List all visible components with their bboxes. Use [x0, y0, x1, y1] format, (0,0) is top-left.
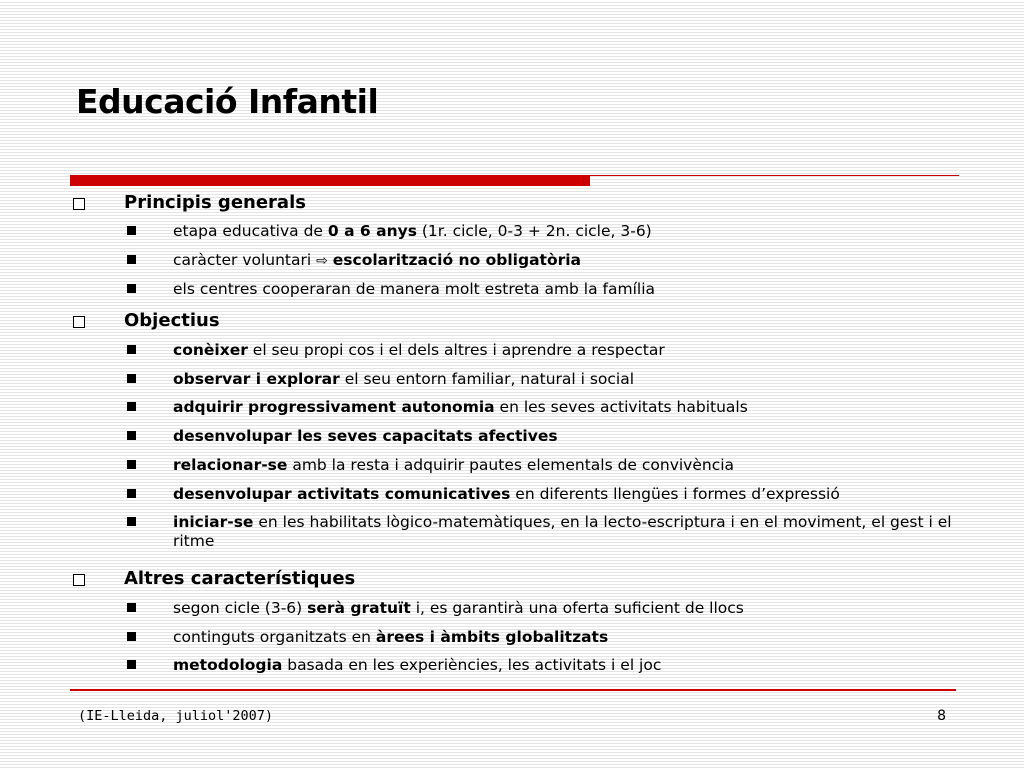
list-bullet-icon — [127, 460, 136, 469]
list-item — [173, 251, 963, 271]
bold-text: àrees i àmbits globalitzats — [375, 628, 609, 646]
list-item — [173, 628, 963, 647]
list-item — [173, 280, 963, 299]
footer-divider — [70, 689, 956, 691]
text-run: etapa educativa de — [173, 222, 328, 240]
text-run: en les seves activitats habituals — [494, 398, 748, 416]
section-bullet-icon — [73, 198, 85, 210]
list-bullet-icon — [127, 603, 136, 612]
list-item — [173, 456, 963, 475]
text-run: el seu entorn familiar, natural i social — [339, 370, 635, 388]
text-run: amb la resta i adquirir pautes elementals de convivència — [287, 456, 735, 474]
bold-text: 0 a 6 anys — [327, 222, 417, 240]
list-bullet-icon — [127, 489, 136, 498]
slide-title: Educació Infantil — [76, 82, 379, 121]
bold-text: observar i explorar — [173, 370, 340, 388]
text-run: els centres cooperaran de manera molt estreta amb la família — [173, 280, 656, 298]
text-run: basada en les experiències, les activitats i el joc — [282, 656, 662, 674]
text-run: en les habilitats lògico-matemàtiques, en la lecto-escriptura i en el moviment, el gest i el ritme — [173, 513, 952, 550]
list-item — [173, 427, 963, 446]
list-bullet-icon — [127, 517, 136, 526]
list-item — [173, 513, 963, 551]
bold-text: desenvolupar activitats comunicatives — [173, 485, 511, 503]
text-run: en diferents llengües i formes d’expressió — [510, 485, 840, 503]
section-heading: Altres característiques — [124, 568, 356, 589]
bold-text: iniciar-se — [173, 513, 254, 531]
list-item — [173, 656, 963, 675]
text-run: continguts organitzats en — [173, 628, 376, 646]
list-item — [173, 599, 963, 618]
text-run: caràcter voluntari — [173, 251, 317, 269]
bold-text: conèixer — [173, 341, 248, 359]
list-item — [173, 341, 963, 360]
list-bullet-icon — [127, 431, 136, 440]
list-bullet-icon — [127, 660, 136, 669]
list-item — [173, 485, 963, 504]
list-item — [173, 398, 963, 417]
list-bullet-icon — [127, 255, 136, 264]
list-bullet-icon — [127, 374, 136, 383]
section-heading: Objectius — [124, 310, 220, 331]
bold-text: serà gratuït — [307, 599, 411, 617]
bold-text: relacionar-se — [173, 456, 288, 474]
text-run: (1r. cicle, 0-3 + 2n. cicle, 3-6) — [416, 222, 652, 240]
list-bullet-icon — [127, 402, 136, 411]
text-run: segon cicle (3-6) — [173, 599, 308, 617]
bold-text: adquirir progressivament autonomia — [173, 398, 495, 416]
list-item — [173, 222, 963, 241]
footer-source: (IE-Lleida, juliol'2007) — [78, 708, 274, 724]
text-run: el seu propi cos i el dels altres i aprendre a respectar — [247, 341, 665, 359]
bold-text: escolarització no obligatòria — [332, 251, 582, 269]
section-bullet-icon — [73, 316, 85, 328]
list-bullet-icon — [127, 284, 136, 293]
section-bullet-icon — [73, 574, 85, 586]
section-heading: Principis generals — [124, 192, 306, 213]
page-number: 8 — [937, 708, 946, 724]
text-run: i, es garantirà una oferta suficient de llocs — [410, 599, 744, 617]
list-bullet-icon — [127, 632, 136, 641]
bold-text: desenvolupar les seves capacitats afectives — [173, 427, 558, 445]
list-item — [173, 370, 963, 389]
list-bullet-icon — [127, 345, 136, 354]
arrow-icon: ⇨ — [316, 253, 328, 269]
bold-text: metodologia — [173, 656, 283, 674]
list-bullet-icon — [127, 226, 136, 235]
